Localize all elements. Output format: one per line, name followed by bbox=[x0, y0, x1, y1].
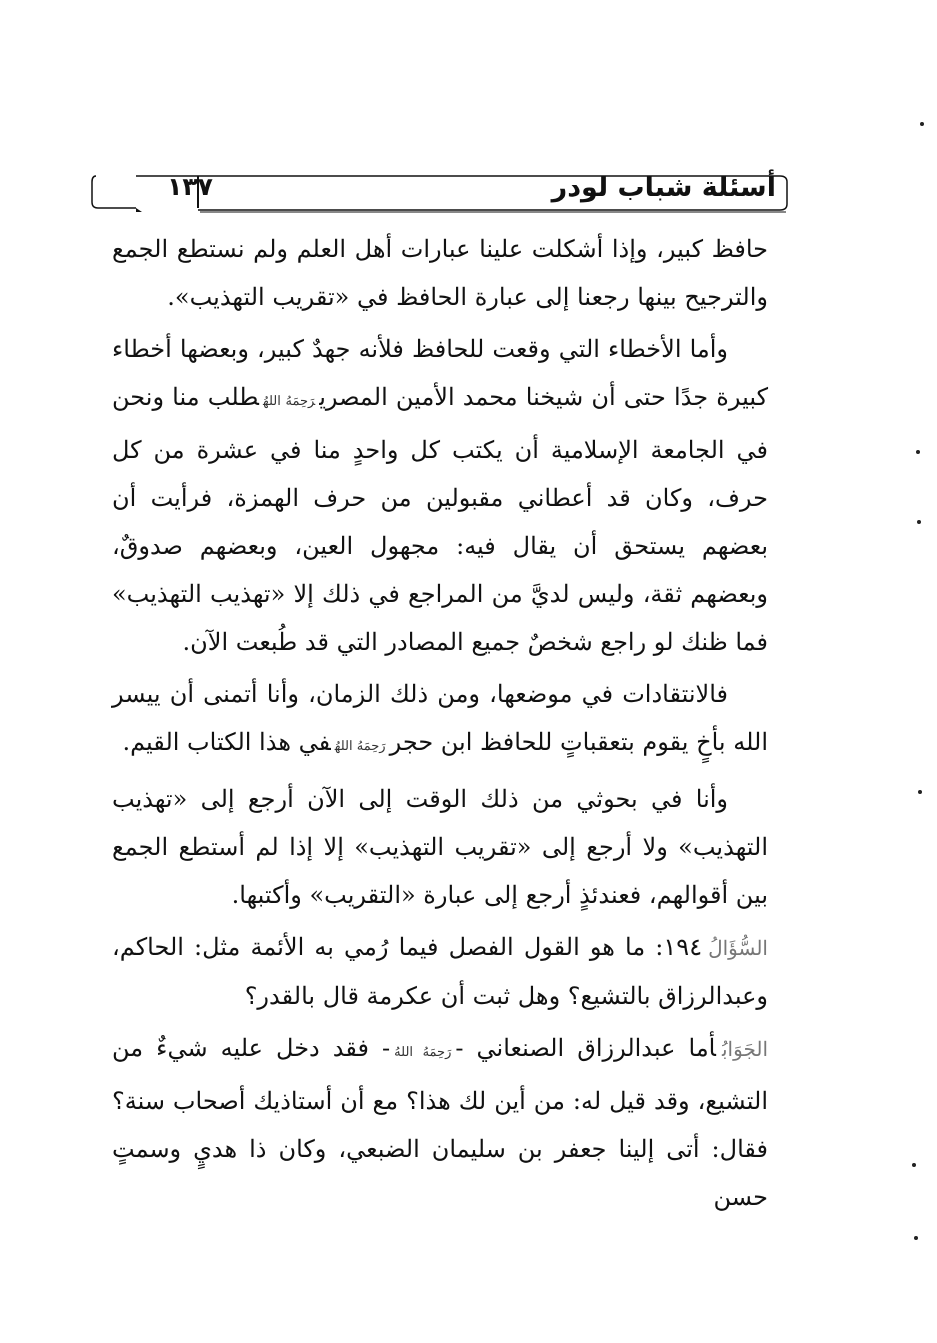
paragraph-3 bbox=[112, 670, 768, 771]
book-title: أسئلة شباب لودر bbox=[551, 172, 776, 203]
paragraph-1: حافظ كبير، وإذا أشكلت علينا عبارات أهل العلم ولم نستطع الجمع والترجيح بينها رجعنا إلى عبارة الحافظ في «تقريب التهذيب». bbox=[112, 235, 768, 311]
paragraph-2 bbox=[112, 325, 768, 666]
answer-text: أما عبدالرزاق الصنعاني - bbox=[455, 1034, 716, 1062]
page-body bbox=[112, 225, 768, 1225]
scan-speck bbox=[918, 790, 922, 794]
question-194 bbox=[112, 923, 768, 1020]
page-number: ١٣٧ bbox=[167, 172, 213, 201]
paragraph-3-text: فالانتقادات في موضعها، ومن ذلك الزمان، وأنا أتمنى أن ييسر الله بأخٍ يقوم بتعقباتٍ للحافظ ابن حجر bbox=[112, 680, 768, 756]
paragraph-2-text: وأما الأخطاء التي وقعت للحافظ فلأنه جهدٌ كبير، وبعضها أخطاء كبيرة جدًا حتى أن شيخنا محمد الأمين المصري bbox=[112, 335, 768, 411]
question-label: السُّؤَالُ bbox=[708, 936, 768, 960]
paragraph-2-text-cont: طلب منا ونحن في الجامعة الإسلامية أن يكتب كل واحدٍ منا في عشرة من كل حرف، وكان قد أعطاني مقبولين من حرف الهمزة، فرأيت أن بعضهم يستحق أن يقال فيه: مجهول العين، وبعضهم صدوقٌ، وبعضهم ثقة، وليس لديَّ من المراجع في ذلك إلا «تهذيب التهذيب» فما ظنك لو راجع شخصٌ جميع المصادر التي قد طُبعت الآن. bbox=[112, 383, 768, 656]
answer-label: الجَوَابُ bbox=[721, 1037, 768, 1061]
paragraph-3-text-cont: في هذا الكتاب القيم. bbox=[122, 728, 331, 756]
scan-speck bbox=[920, 122, 924, 126]
question-text: ١٩٤: ما هو القول الفصل فيما رُمي به الأئمة مثل: الحاكم، وعبدالرزاق بالتشيع؟ وهل ثبت أن عكرمة قال بالقدر؟ bbox=[112, 933, 768, 1010]
paragraph-4: وأنا في بحوثي من ذلك الوقت إلى الآن أرجع إلى «تهذيب التهذيب» ولا أرجع إلى «تقريب التهذيب» إلا إذا لم أستطع الجمع بين أقوالهم، فعندئذٍ أرجع إلى عبارة «التقريب» وأكتبها. bbox=[112, 785, 768, 909]
honorific-glyph: رَحِمَهُ اللهُ bbox=[262, 394, 316, 409]
scan-speck bbox=[917, 520, 921, 524]
honorific-glyph: رَحِمَهُ اللهُ bbox=[334, 739, 386, 754]
answer-text-cont: - فقد دخل عليه شيءٌ من التشيع، وقد قيل له: من أين لك هذا؟ مع أن أستاذيك أصحاب سنة؟ فقال: أتى إلينا جعفر بن سليمان الضبعي، وكان ذا هديٍ وسمتٍ حسن bbox=[112, 1034, 768, 1211]
scan-speck bbox=[916, 450, 920, 454]
answer-194 bbox=[112, 1024, 768, 1221]
scan-speck bbox=[912, 1163, 916, 1167]
scan-speck bbox=[914, 1236, 918, 1240]
running-header bbox=[90, 170, 790, 214]
honorific-glyph: رَحِمَهُ اللهُ bbox=[394, 1045, 452, 1060]
